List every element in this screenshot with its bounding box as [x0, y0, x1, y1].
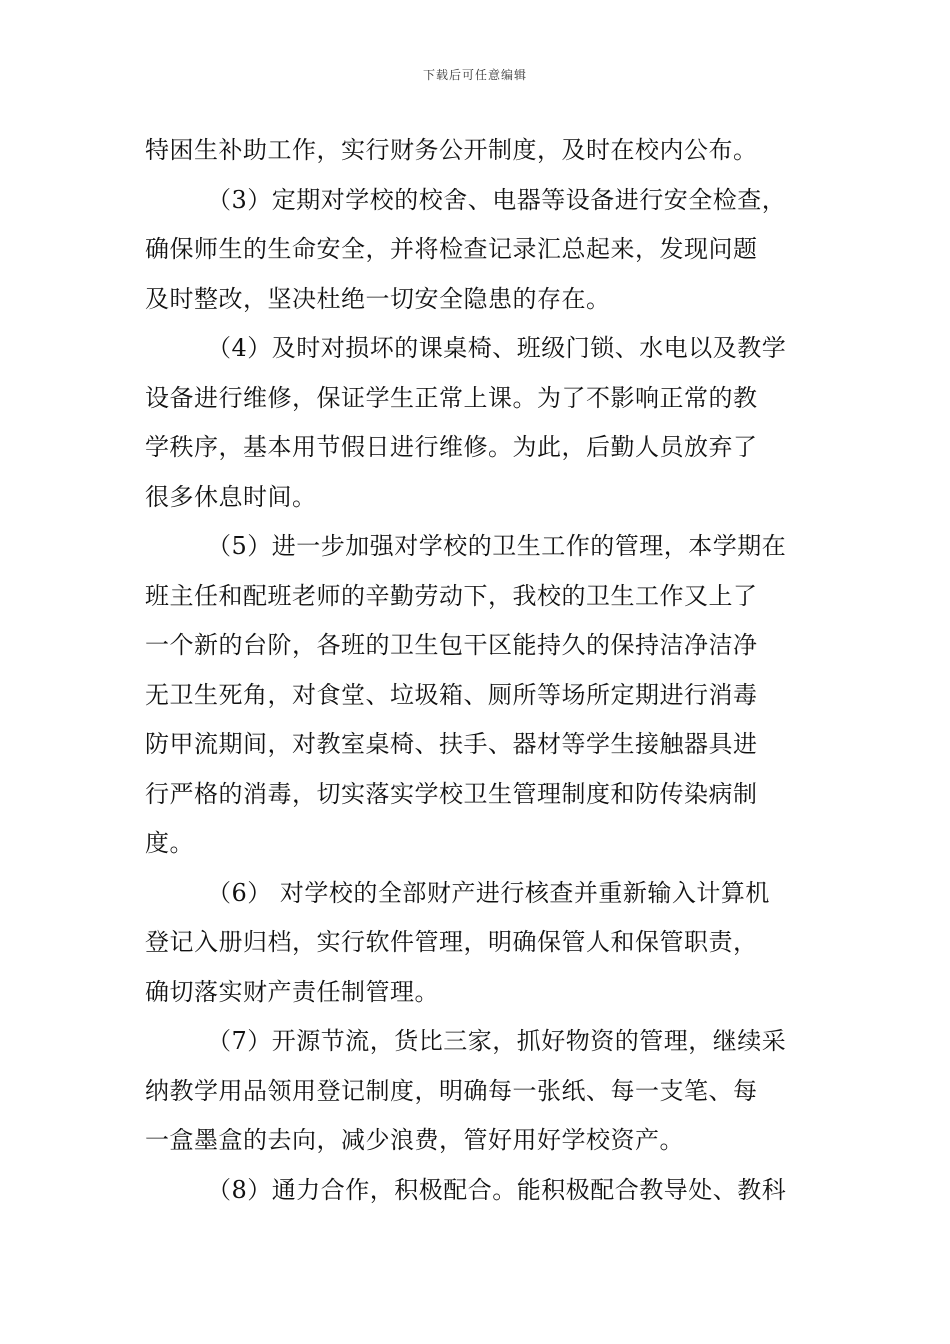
- text-line: 无卫生死角，对食堂、垃圾箱、厕所等场所定期进行消毒: [145, 680, 758, 709]
- text-line: （6） 对学校的全部财产进行核查并重新输入计算机: [207, 878, 770, 907]
- text-line: （4）及时对损坏的课桌椅、班级门锁、水电以及教学: [207, 334, 787, 362]
- document-body: [145, 126, 810, 1215]
- text-line: 登记入册归档，实行软件管理，明确保管人和保管职责，: [145, 928, 758, 956]
- text-line: （5）进一步加强对学校的卫生工作的管理，本学期在: [207, 532, 787, 560]
- text-line: （8）通力合作，积极配合。能积极配合教导处、教科: [207, 1175, 787, 1204]
- text-line: 纳教学用品领用登记制度，明确每一张纸、每一支笔、每: [145, 1076, 758, 1105]
- text-line: 班主任和配班老师的辛勤劳动下，我校的卫生工作又上了: [145, 581, 758, 610]
- text-line: 很多休息时间。: [145, 482, 317, 511]
- text-line: （3）定期对学校的校舍、电器等设备进行安全检查，: [207, 185, 787, 214]
- text-line: 确保师生的生命安全，并将检查记录汇总起来，发现问题: [145, 235, 758, 263]
- text-line: 行严格的消毒，切实落实学校卫生管理制度和防传染病制: [145, 779, 758, 808]
- text-line: 确切落实财产责任制管理。: [145, 977, 439, 1006]
- text-line: 特困生补助工作，实行财务公开制度，及时在校内公布。: [145, 136, 758, 164]
- text-line: 一盒墨盒的去向，减少浪费，管好用好学校资产。: [145, 1126, 684, 1154]
- text-line: 学秩序，基本用节假日进行维修。为此，后勤人员放弃了: [145, 433, 758, 461]
- page-header-note: 下载后可任意编辑: [422, 68, 527, 82]
- text-line: 一个新的台阶，各班的卫生包干区能持久的保持洁净洁净: [145, 631, 758, 659]
- text-line: 防甲流期间，对教室桌椅、扶手、器材等学生接触器具进: [145, 730, 758, 758]
- text-line: 及时整改，坚决杜绝一切安全隐患的存在。: [145, 284, 611, 313]
- text-line: 设备进行维修，保证学生正常上课。为了不影响正常的教: [145, 383, 758, 412]
- text-line: （7）开源节流，货比三家，抓好物资的管理，继续采: [207, 1027, 787, 1055]
- text-line: 度。: [145, 829, 194, 857]
